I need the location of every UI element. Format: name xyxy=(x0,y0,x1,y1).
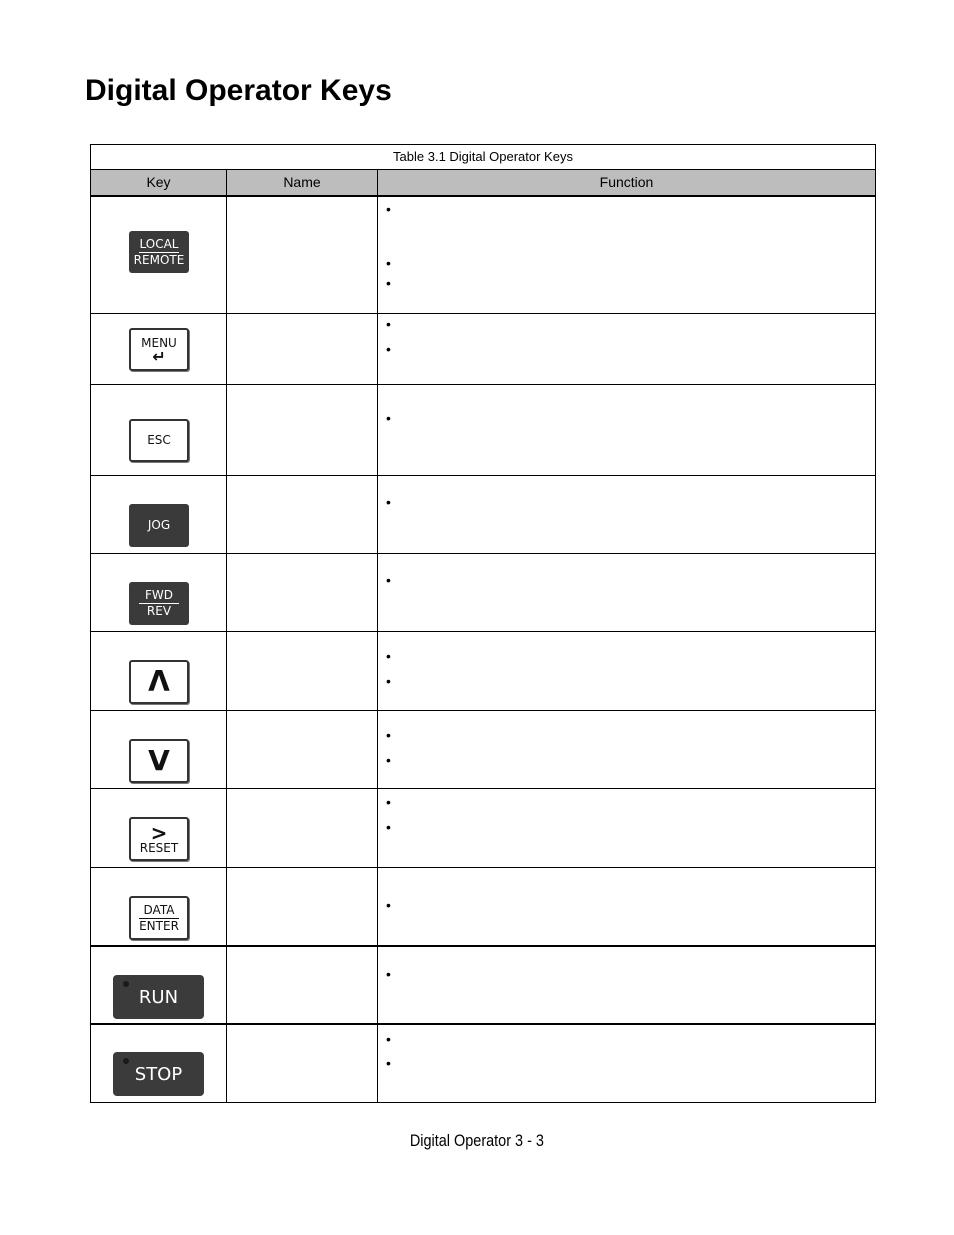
key-cell xyxy=(91,1025,227,1102)
bullet: • xyxy=(386,255,391,271)
function-cell xyxy=(378,476,875,553)
key-label-bottom: RESET xyxy=(139,840,179,855)
key-label-bottom: REMOTE xyxy=(133,252,185,267)
key-label-bottom: ENTER xyxy=(139,918,179,933)
key-cell xyxy=(91,385,227,475)
name-cell xyxy=(227,947,378,1023)
table-row xyxy=(91,1025,875,1102)
name-cell xyxy=(227,1025,378,1102)
reset-key xyxy=(129,817,189,861)
footer-text: Digital Operator 3 - 3 xyxy=(409,1131,545,1150)
name-cell xyxy=(227,385,378,475)
esc-key xyxy=(129,419,189,462)
down-arrow-key xyxy=(129,739,189,783)
jog-key xyxy=(129,504,189,547)
key-cell xyxy=(91,314,227,384)
key-label: RUN xyxy=(138,986,179,1008)
key-label-top: MENU xyxy=(141,335,177,350)
bullet: • xyxy=(386,410,391,426)
function-cell xyxy=(378,947,875,1023)
fwd-rev-key xyxy=(129,582,189,625)
key-cell xyxy=(91,947,227,1023)
bullet: • xyxy=(386,494,391,510)
bullet: • xyxy=(386,201,391,217)
enter-arrow-icon: ↵ xyxy=(152,346,166,366)
key-label-top: FWD xyxy=(144,588,173,602)
table-row xyxy=(91,632,875,711)
table-row xyxy=(91,476,875,554)
page-footer xyxy=(0,1131,954,1151)
stop-key xyxy=(113,1052,204,1096)
key-cell xyxy=(91,197,227,313)
bullet: • xyxy=(386,819,391,835)
function-cell xyxy=(378,314,875,384)
name-cell xyxy=(227,554,378,631)
function-cell xyxy=(378,632,875,710)
stop-led-icon xyxy=(123,1058,129,1064)
table-row xyxy=(91,385,875,476)
key-cell xyxy=(91,632,227,710)
key-label: STOP xyxy=(134,1063,183,1085)
name-cell xyxy=(227,789,378,867)
bullet: • xyxy=(386,673,391,689)
key-label-bottom: REV xyxy=(146,604,172,618)
digital-operator-keys-table xyxy=(90,144,876,1103)
bullet: • xyxy=(386,341,391,357)
run-key xyxy=(113,975,204,1019)
bullet: • xyxy=(386,897,391,913)
up-arrow-icon: Λ xyxy=(148,665,170,698)
local-remote-key xyxy=(129,231,189,273)
data-enter-key xyxy=(129,896,189,940)
bullet: • xyxy=(386,966,391,982)
key-cell xyxy=(91,554,227,631)
function-cell xyxy=(378,197,875,313)
table-row xyxy=(91,868,875,947)
bullet: • xyxy=(386,727,391,743)
header-key: Key xyxy=(91,170,227,195)
down-arrow-icon: V xyxy=(148,744,170,777)
bullet: • xyxy=(386,794,391,810)
key-cell xyxy=(91,711,227,788)
function-cell xyxy=(378,385,875,475)
key-cell xyxy=(91,476,227,553)
name-cell xyxy=(227,711,378,788)
bullet: • xyxy=(386,572,391,588)
name-cell xyxy=(227,314,378,384)
table-row xyxy=(91,314,875,385)
function-cell xyxy=(378,554,875,631)
key-label: ESC xyxy=(147,433,171,447)
table-row xyxy=(91,947,875,1025)
name-cell xyxy=(227,868,378,945)
name-cell xyxy=(227,197,378,313)
function-cell xyxy=(378,1025,875,1102)
table-row xyxy=(91,711,875,789)
function-cell xyxy=(378,868,875,945)
name-cell xyxy=(227,632,378,710)
table-row xyxy=(91,197,875,314)
key-cell xyxy=(91,789,227,867)
header-name: Name xyxy=(227,170,378,195)
function-cell xyxy=(378,789,875,867)
bullet: • xyxy=(386,648,391,664)
name-cell xyxy=(227,476,378,553)
run-led-icon xyxy=(123,981,129,987)
right-arrow-icon: > xyxy=(150,820,168,845)
function-cell xyxy=(378,711,875,788)
key-cell xyxy=(91,868,227,945)
bullet: • xyxy=(386,316,391,332)
menu-key xyxy=(129,328,189,371)
bullet: • xyxy=(386,1031,391,1047)
table-row xyxy=(91,554,875,632)
table-row xyxy=(91,789,875,868)
bullet: • xyxy=(386,1055,391,1071)
table-header-row xyxy=(91,170,875,197)
key-label-top: LOCAL xyxy=(139,236,179,251)
bullet: • xyxy=(386,752,391,768)
page-title: Digital Operator Keys xyxy=(85,74,392,107)
key-label: JOG xyxy=(147,518,171,532)
table-caption: Table 3.1 Digital Operator Keys xyxy=(91,145,875,170)
header-function: Function xyxy=(599,174,654,190)
up-arrow-key xyxy=(129,660,189,704)
bullet: • xyxy=(386,275,391,291)
key-label-top: DATA xyxy=(143,902,175,917)
